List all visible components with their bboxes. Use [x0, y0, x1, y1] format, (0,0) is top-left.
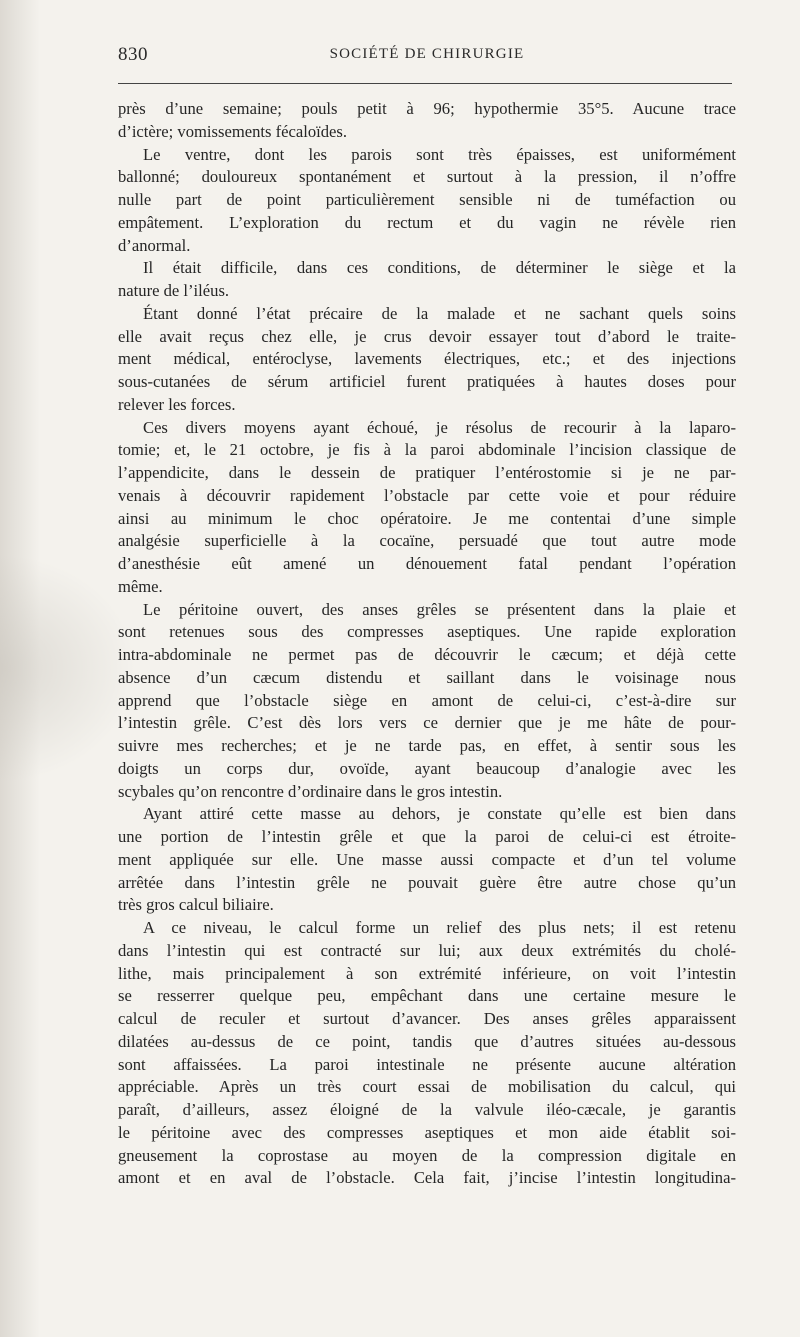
text-line: très gros calcul biliaire. — [118, 895, 274, 915]
text-line: le péritoine avec des compresses aseptiques et mon aide établit soi- — [118, 1122, 736, 1142]
text-line: paraît, d’ailleurs, assez éloigné de la valvule iléo-cæcale, je garantis — [118, 1100, 736, 1119]
text-line: relever les forces. — [118, 394, 236, 414]
text-line: nature de l’iléus. — [118, 281, 230, 300]
text-line: ment médical, entéroclyse, lavements électriques, etc.; et des injections — [118, 349, 736, 369]
text-line: arrêtée dans l’intestin grêle ne pouvait guère être autre chose qu’un — [118, 872, 736, 892]
text-line: absence d’un cæcum distendu et saillant dans le voisinage nous — [118, 667, 736, 687]
text-line: l’appendicite, dans le dessein de pratiquer l’entérostomie si je ne par- — [118, 463, 736, 482]
body-text — [118, 98, 736, 1190]
text-line: tomie; et, le 21 octobre, je fis à la paroi abdominale l’incision classique de — [118, 440, 736, 460]
text-line: sont affaissées. La paroi intestinale ne présente aucune altération — [118, 1054, 736, 1074]
page-number: 830 — [118, 44, 148, 65]
text-line: une portion de l’intestin grêle et que la paroi de celui-ci est étroite- — [118, 827, 736, 846]
text-line: Ces divers moyens ayant échoué, je résolus de recourir à la laparo- — [143, 417, 736, 437]
text-line: sous-cutanées de sérum artificiel furent pratiquées à hautes doses pour — [118, 372, 736, 391]
text-line: calcul de reculer et surtout d’avancer. Des anses grêles apparaissent — [118, 1009, 736, 1028]
text-line: A ce niveau, le calcul forme un relief des plus nets; il est retenu — [143, 918, 736, 937]
text-line: ment appliquée sur elle. Une masse aussi compacte et d’un tel volume — [118, 849, 736, 869]
text-line: Il était difficile, dans ces conditions, de déterminer le siège et la — [143, 258, 736, 278]
text-line: Le péritoine ouvert, des anses grêles se présentent dans la plaie et — [143, 599, 736, 619]
text-line: apprend que l’obstacle siège en amont de celui-ci, c’est-à-dire sur — [118, 690, 736, 710]
text-line: appréciable. Après un très court essai de mobilisation du calcul, qui — [118, 1077, 736, 1097]
running-title: SOCIÉTÉ DE CHIRURGIE — [329, 46, 525, 62]
text-line: Ayant attiré cette masse au dehors, je constate qu’elle est bien dans — [143, 804, 736, 824]
text-line: venais à découvrir rapidement l’obstacle par cette voie et pour réduire — [118, 485, 736, 505]
text-line: amont et en aval de l’obstacle. Cela fait, j’incise l’intestin longitudina- — [118, 1168, 736, 1188]
text-line: analgésie superficielle à la cocaïne, persuadé que tout autre mode — [118, 531, 736, 551]
text-line: elle avait reçus chez elle, je crus devoir essayer tout d’abord le traite- — [118, 326, 736, 346]
text-line: scybales qu’on rencontre d’ordinaire dans le gros intestin. — [118, 781, 503, 801]
text-line: se resserrer quelque peu, empêchant dans une certaine mesure le — [118, 986, 736, 1006]
text-line: sont retenues sous des compresses aseptiques. Une rapide exploration — [118, 622, 736, 642]
text-line: suivre mes recherches; et je ne tarde pas, en effet, à sentir sous les — [118, 736, 736, 755]
text-line: lithe, mais principalement à son extrémité inférieure, on voit l’intestin — [118, 963, 736, 983]
text-line: ballonné; douloureux spontanément et surtout à la pression, il n’offre — [118, 167, 736, 187]
text-line: même. — [118, 576, 163, 596]
text-line: Le ventre, dont les parois sont très épaisses, est uniformément — [143, 144, 736, 164]
text-line: doigts un corps dur, ovoïde, ayant beaucoup d’analogie avec les — [118, 758, 736, 778]
text-line: près d’une semaine; pouls petit à 96; hypothermie 35°5. Aucune trace — [118, 99, 736, 118]
text-line: l’intestin grêle. C’est dès lors vers ce dernier que je me hâte de pour- — [118, 713, 736, 733]
text-line: gneusement la coprostase au moyen de la compression digitale en — [118, 1145, 736, 1165]
text-line: dilatées au-dessus de ce point, tandis que d’autres situées au-dessous — [118, 1031, 736, 1051]
text-line: intra-abdominale ne permet pas de découvrir le cæcum; et déjà cette — [118, 645, 736, 664]
text-line: dans l’intestin qui est contracté sur lui; aux deux extrémités du cholé- — [118, 940, 736, 960]
page-header — [118, 44, 736, 70]
header-rule — [118, 83, 732, 84]
text-line: ainsi au minimum le choc opératoire. Je me contentai d’une simple — [118, 508, 736, 528]
text-line: empâtement. L’exploration du rectum et du vagin ne révèle rien — [118, 212, 736, 232]
text-line: Étant donné l’état précaire de la malade et ne sachant quels soins — [143, 303, 736, 323]
text-line: d’anormal. — [118, 235, 191, 255]
text-line: d’ictère; vomissements fécaloïdes. — [118, 121, 348, 141]
text-line: nulle part de point particulièrement sensible ni de tuméfaction ou — [118, 190, 736, 209]
text-line: d’anesthésie eût amené un dénouement fatal pendant l’opération — [118, 554, 736, 573]
